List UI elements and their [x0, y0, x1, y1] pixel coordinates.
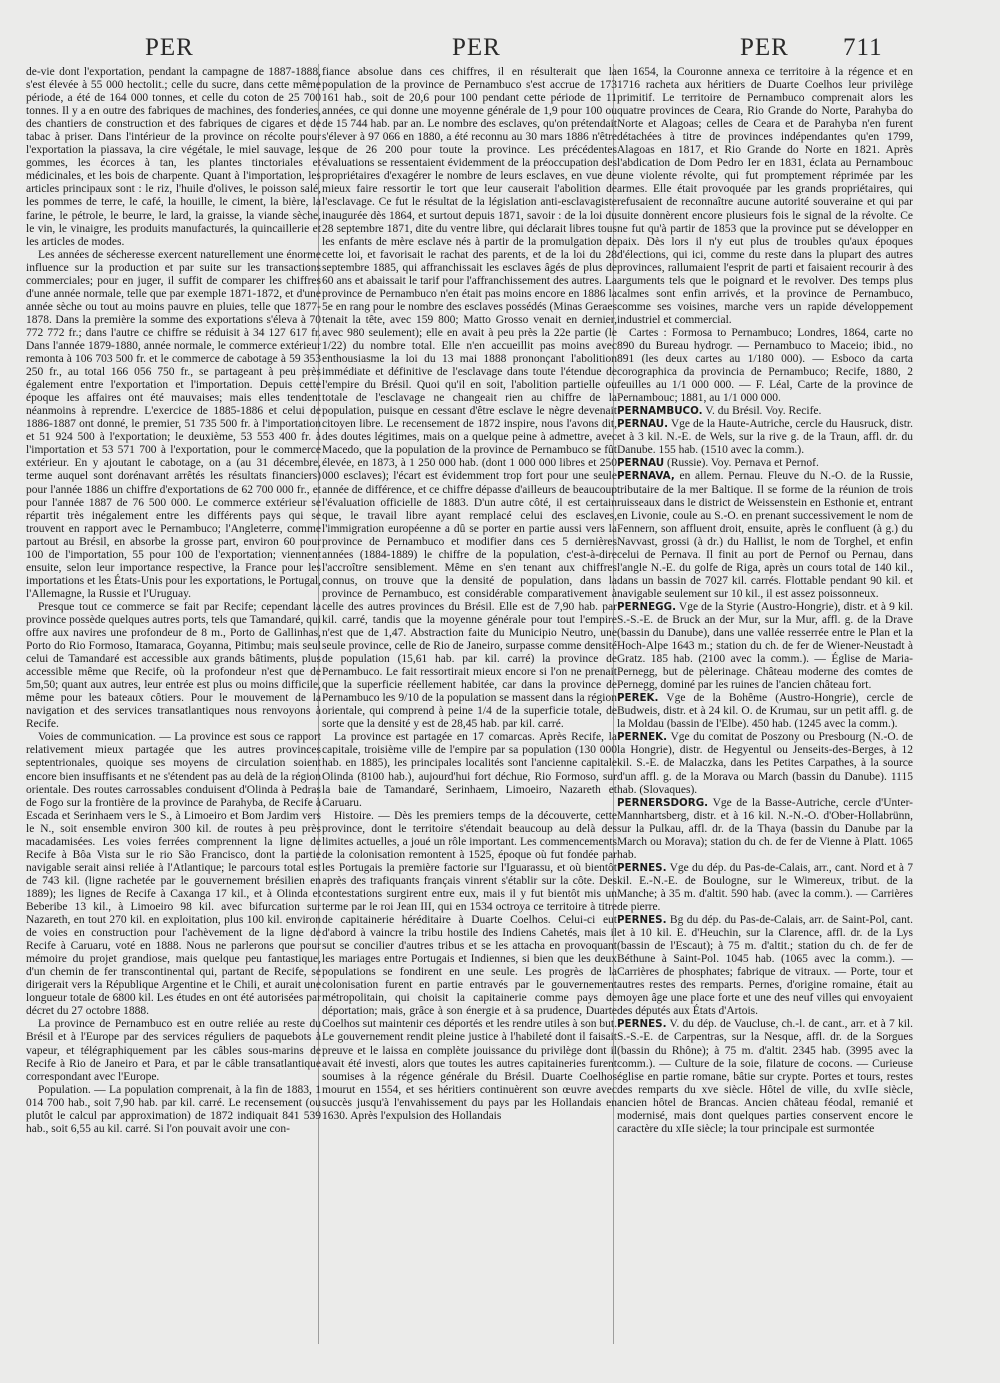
running-head-center: PER: [452, 34, 501, 61]
paragraph-text: Vge de la Haute-Autriche, cercle du Hausruck, distr. et à 3 kil. N.-E. de Wels, sur la rive g. de la Traun, affl. dr. du Danube. 155 hab. (1510 avec la comm.).: [617, 418, 913, 457]
text-column-2: [322, 66, 617, 1356]
paragraph-text: Histoire. — Dès les premiers temps de la découverte, cette province, dont le territoire s'étendait beaucoup au delà des limites actuelles, a joué un rôle important. Les commencements de la colonisation remontent à 1525, époque où fut fondée par les Portugais la première factorie sur l'Iguarassu, et où bientôt après des trafiquants français vinrent s'établir sur la côte. Des contestations surgirent entre eux, mais il y fut bientôt mis un terme par le roi Jean III, qui en 1534 octroya ce territoire à titre de capitainerie héréditaire à Duarte Coelhos. Celui-ci eut d'abord à vaincre la tribu hostile des Indiens Cahetés, mais il sut se concilier d'autres tribus et se les attacha en provoquant les mariages entre Portugais et Indiennes, si bien que les deux populations se fondirent en une seule. Les progrès de la colonisation furent en partie entravés par le gouvernement métropolitain, qui choisit la capitainerie comme pays de déportation; mais, grâce à son énergie et à sa prudence, Duarte Coelhos sut maintenir ces déportés et les rendre utiles à son but. Le gouvernement rendit pleine justice à l'habileté dont il faisait preuve et le laissa en complète jouissance du privilège dont il avait été investi, alors que toutes les autres capitaineries furent soumises à la régence générale du Brésil. Duarte Coelhos mourut en 1554, et ses héritiers continuèrent son œuvre avec succès jusqu'à l'envahissement du pays par les Hollandais en 1630. Après l'expulsion des Hollandais: [322, 809, 617, 1122]
entry-headword: PERNAMBUCO.: [617, 405, 703, 418]
paragraph: [26, 1018, 321, 1083]
paragraph-text: fiance absolue dans ces chiffres, il en résulterait que la population de la province de Pernambuco s'est accrue de 173 161 hab., soit de 20,6 pour 100 pendant cette période de 11 années, ce qui donne une moyenne générale de 1,9 pour 100 ou de 15 744 hab. par an. Le nombre des esclaves, qu'on prétendait s'élever à 97 066 en 1880, a été reconnu au 30 mars 1886 n'être que de 26 200 pour toute la province. Les précédentes évaluations se ressentaient évidemment de la préoccupation des propriétaires d'exagérer le nombre de leurs esclaves, en vue de mieux faire ressortir le tort que leur causerait l'abolition de l'esclavage. Ce fut le résultat de la législation anti-esclavagiste inaugurée dès 1864, et surtout depuis 1871, savoir : de la loi du 28 septembre 1871, dite du ventre libre, qui déclarait libres tous les enfants de mère esclave nés à partir de la promulgation de cette loi, et favorisait le rachat des parents, et de la loi du 28 septembre 1885, qui affranchissait les esclaves âgés de plus de 60 ans et abaissait le tarif pour l'affranchissement des autres. La province de Pernambuco n'en était pas moins encore en 1886 la 5e en rang pour le nombre des esclaves possédés (Minas Geraes tenait la tête, avec 159 800; Matto Grosso venait en dernier, avec 980 seulement); elle en avait à peu près la 22e partie (le 1/22) du nombre total. Elle n'en accueillit pas moins avec enthousiasme la loi du 13 mai 1888 prononçant l'abolition immédiate et définitive de l'esclavage dans toute l'étendue de l'empire du Brésil. Quoi qu'il en soit, l'abolition partielle ou totale de l'esclavage ne changeait rien au chiffre de la population, puisque en cessant d'être esclave le nègre devenait citoyen libre. Le recensement de 1872 inspire, nous l'avons dit, des doutes légitimes, mais on a quelque peine à admettre, avec Macedo, que la population de la province de Pernambuco se fût élevée, en 1873, à 1 250 000 hab. (dont 1 000 000 libres et 250 000 esclaves); l'écart est évidemment trop fort pour une seule année de différence, et ce chiffre dépasse d'ailleurs de beaucoup l'évaluation officielle de 1883. D'un autre côté, il est certain que, le travail libre ayant remplacé celui des esclaves, l'immigration européenne a dû se porter en partie aussi vers la province de Pernambuco et modifier dans ces 5 dernières années (1884-1889) le chiffre de la population, c'est-à-dire l'accroître sensiblement. Même en s'en tenant aux chiffres connus, on trouve que la densité de population, dans la province de Pernambuco, est considérable comparativement à celle des autres provinces du Brésil. Elle est de 7,90 hab. par kil. carré, tandis que la moyenne générale pour tout l'empire n'est que de 1,47. Abstraction faite du Municipio Neutro, une seule province, celle de Rio de Janeiro, surpasse comme densité de population (15,61 hab. par kil. carré) la province de Pernambuco. Le fait ressortirait mieux encore si l'on ne prenait que la superficie réellement habitée, car dans la province de Pernambuco les 9/10 de la population se massent dans la région orientale, qui comprend à peine 1/4 de la superficie totale, de sorte que la densité y est de 28,45 hab. par kil. carré.: [322, 66, 617, 731]
paragraph-text: Vge de la Styrie (Austro-Hongrie), distr. et à 9 kil. S.-S.-E. de Bruck an der Mur, sur la Mur, affl. g. de la Drave (bassin du Danube), dans une vallée resserrée entre le Plan et la Hoch-Alpe 1643 m.; station du ch. de fer de Wiener-Neustadt à Gratz. 185 hab. (2100 avec la comm.). — Église de Maria-Pernegg, but de pèlerinage. Château moderne des comtes de Pernegg, dominé par les ruines de l'ancien château fort.: [617, 600, 913, 692]
entry-headword: PERNAVA,: [617, 470, 675, 483]
paragraph-text: Vge du comitat de Poszony ou Presbourg (N.-O. de la Hongrie), distr. de Hegyentul ou Jenseits-des-Berges, à 12 kil. S.-E. de Malaczka, dans les Petites Carpathes, à la source d'un affl. g. de la Morava ou March (bassin du Danube). 1115 hab. (Slovaques).: [617, 731, 913, 796]
paragraph: [26, 731, 321, 1018]
paragraph-text: Les années de sécheresse exercent naturellement une énorme influence sur la production et par suite sur les transactions commerciales; pour en juger, il suffit de comparer les chiffres d'une année normale, telle que par exemple 1871-1872, et d'une année sèche ou tout au moins pauvre en pluies, telle que 1877-1878. Dans la première la somme des exportations s'éleva à 70 772 772 fr.; dans l'autre ce chiffre se réduisit à 34 127 617 fr. Dans l'année 1879-1880, année normale, le commerce extérieur remonta à 106 703 500 fr. et le commerce de cabotage à 59 353 250 fr., au total 166 056 750 fr., se partageant à peu près également entre l'exportation et l'importation. Depuis cette époque les affaires ont été mauvaises; mais elles tendent néanmoins à reprendre. L'exercice de 1885-1886 et celui de 1886-1887 ont donné, le premier, 51 735 500 fr. à l'importation et 51 924 500 à l'exportation; le deuxième, 53 553 400 fr. à l'importation et 53 571 700 à l'exportation, pour le commerce extérieur. En y ajoutant le cabotage, on a (au 31 décembre, terme auquel sont dorénavant arrêtés les résultats financiers) pour l'année 1886 un chiffre d'exportations de 62 700 000 fr., et pour l'année 1887 de 76 500 000. Le commerce extérieur se répartit très inégalement entre les différents pays qui se trouvent en rapport avec le Pernambuco; l'Angleterre, comme partout au Brésil, en absorbe la grosse part, environ 60 pour 100 de l'importation, 55 pour 100 de l'exportation; viennent ensuite, selon leur importance respective, la France pour les importations et les États-Unis pour les exportations, le Portugal, l'Allemagne, la Russie et l'Uruguay.: [26, 248, 321, 600]
paragraph: [26, 249, 321, 601]
paragraph-text: Presque tout ce commerce se fait par Recife; cependant la province possède quelques autres ports, tels que Tamandaré, qui offre aux navires une profondeur de 8 m., Porto de Gallinhas, Porto do Rio Formoso, Itamaraca, Goyanna, Pitimbu; mais seul celui de Tamandaré est accessible aux grands bâtiments, plus accessible même que Recife, où la profondeur n'est que de 5m,50; quant aux autres, leur entrée est plus ou moins difficile, même pour les bateaux côtiers. Pour le mouvement de la navigation et des services transatlantiques nous renvoyons à Recife.: [26, 600, 321, 731]
entry-headword: PERNAU: [617, 457, 665, 470]
paragraph-text: Vge du dép. du Pas-de-Calais, arr., cant. Nord et à 7 kil. E.-N.-E. de Boulogne, sur le Wimereux, tribut. de la Manche; à 35 m. d'altit. 590 hab. (avec la comm.). — Carrières de pierre.: [617, 861, 913, 913]
entry-headword: PEREK.: [617, 692, 659, 705]
paragraph-text: en 1654, la Couronne annexa ce territoire à la régence et en 1716 racheta aux héritiers de Duarte Coelhos leur privilège primitif. Le territoire de Pernambuco comprenait alors les quatre provinces de Ceara, Rio Grande do Norte, Parahyba do Norte et Alagoas; celles de Ceara et de Parahyba n'en furent détachées à titre de provinces indépendantes qu'en 1799, Alagoas en 1817, et Rio Grande do Norte en 1821. Après l'abdication de Dom Pedro Ier en 1831, éclata au Pernambouc une violente révolte, qui fut promptement réprimée par les armes. Elle était provoquée par les grands propriétaires, qui refusaient de reconnaître aucune autorité souveraine et qui par suite donnèrent encore plusieurs fois le signal de la révolte. Ce ne fut qu'à partir de 1853 que la province put se développer en paix. Dès lors il n'y eut plus de troubles qu'aux époques d'élections, qui ici, comme du reste dans la plupart des autres provinces, rallumaient l'esprit de parti et faisaient recourir à des arguments tels que le poignard et le revolver. Des temps plus calmes sont enfin arrivés, et la province de Pernambuco, comme ses voisines, marche vers un rapide développement industriel et commercial.: [617, 66, 913, 326]
dictionary-entry: [617, 797, 913, 862]
running-head-right: PER: [740, 34, 789, 61]
entry-headword: PERNAU.: [617, 418, 669, 431]
paragraph-text: V. du dép. de Vaucluse, ch.-l. de cant., arr. et à 7 kil. S.-S.-E. de Carpentras, sur la Nesque, affl. dr. de la Sorgues (bassin du Rhône); à 75 m. d'altit. 2345 hab. (3995 avec la comm.). — Culture de la soie, filature de cocons. — Curieuse église en partie romane, bâtie sur crypte. Portes et tours, restes des remparts du xve siècle. Hôtel de ville, du xvIIe siècle, ancien hôtel de Brancas. Ancien château féodal, remanié et modernisé, mais dont quelques parties conservent encore le caractère du xIIe siècle; la tour principale est surmontée: [617, 1018, 913, 1135]
paragraph-text: Bg du dép. du Pas-de-Calais, arr. de Saint-Pol, cant. et à 10 kil. E. d'Heuchin, sur la Clarence, affl. dr. de la Lys (bassin de l'Escaut); à 75 m. d'altit.; station du ch. de fer de Béthune à Saint-Pol. 1045 hab. (1065 avec la comm.). — Carrières de phosphates; fabrique de vitraux. — Porte, tour et autres restes des remparts. Pernes, d'origine romaine, était au moyen âge une place forte et une des neuf villes qui envoyaient des députés aux États d'Artois.: [617, 914, 913, 1018]
paragraph-text: Vge de la Basse-Autriche, cercle d'Unter-Mannhartsberg, distr. et à 16 kil. N.-N.-O. d'Ober-Hollabrünn, sur la Pulkau, affl. dr. de la Thaya (bassin du Danube par la March ou Morava); station du ch. de fer de Vienne à Platt. 1065 hab.: [617, 796, 913, 861]
entry-headword: PERNES.: [617, 914, 667, 927]
paragraph-text: V. du Brésil. Voy. Recife.: [702, 405, 822, 418]
paragraph: [617, 327, 913, 405]
paragraph-text: La province de Pernambuco est en outre reliée au reste du Brésil et à l'Europe par des services réguliers de paquebots à vapeur, et télégraphiquement par les câbles sous-marins de Recife à Rio de Janeiro et Para, et par le câble transatlantique correspondant avec l'Europe.: [26, 1018, 321, 1083]
text-column-3: [617, 66, 913, 1356]
dictionary-entry: [617, 457, 913, 470]
paragraph: [322, 810, 617, 1123]
paragraph: [617, 66, 913, 327]
dictionary-entry: [617, 914, 913, 1018]
entry-headword: PERNES.: [617, 861, 667, 874]
paragraph-text: Population. — La population comprenait, à la fin de 1883, 1 014 700 hab., soit 7,90 hab. par kil. carré. Le recensement (ou plutôt le calcul par approximation) de 1872 indiquait 841 539 hab., soit 6,55 au kil. carré. Si l'on pouvait avoir une con-: [26, 1083, 321, 1135]
dictionary-entry: [617, 1018, 913, 1135]
paragraph: [26, 601, 321, 731]
paragraph-text: La province est partagée en 17 comarcas. Après Recife, la capitale, troisième ville de l'empire par sa population (130 000 hab. en 1885), les principales localités sont l'ancienne capitale Olinda (8100 hab.), aujourd'hui fort déchue, Rio Formoso, sur la baie de Tamandaré, Serinhaem, Limoeiro, Nazareth et Caruaru.: [322, 731, 617, 809]
paragraph: [26, 66, 321, 249]
paragraph-text: (Russie). Voy. Pernava et Pernof.: [664, 457, 819, 470]
dictionary-entry: [617, 470, 913, 600]
dictionary-entry: [617, 601, 913, 692]
running-head-left: PER: [145, 34, 194, 61]
paragraph-text: Vge de la Bohême (Austro-Hongrie), cercle de Budweis, distr. et à 24 kil. O. de Krumau, sur un petit affl. g. de la Moldau (bassin de l'Elbe). 450 hab. (1245 avec la comm.).: [617, 692, 913, 731]
entry-headword: PERNEGG.: [617, 600, 676, 613]
entry-headword: PERNEK.: [617, 731, 668, 744]
text-column-1: [26, 66, 321, 1356]
paragraph-text: de-vie dont l'exportation, pendant la campagne de 1887-1888, s'est élevée à 55 000 hectolit.; celle du sucre, dans cette même période, a été de 164 000 tonnes, et celle du coton de 25 700 tonnes. Il y a en outre des fabriques de machines, des fonderies, des chantiers de construction et des fabriques de cigares et de tabac à priser. Dans l'intérieur de la province on récolte pour l'exportation la piassava, la cire végétale, le miel sauvage, les gommes, les écorces à tan, les plantes tinctoriales et médicinales, et les bois de charpente. Quant à l'importation, les articles principaux sont : le riz, l'huile d'olives, le poisson salé, les pommes de terre, le café, la houille, le ciment, la bière, la farine, le pétrole, le beurre, le lard, la graisse, la viande sèche, le vin, le vinaigre, les produits manufacturés, la quincaillerie et les articles de modes.: [26, 66, 321, 248]
paragraph: [322, 66, 617, 731]
paragraph: [26, 1084, 321, 1136]
entry-headword: PERNERSDORG.: [617, 796, 709, 809]
dictionary-entry: [617, 418, 913, 457]
entry-headword: PERNES.: [617, 1018, 667, 1031]
dictionary-entry: [617, 731, 913, 796]
dictionary-entry: [617, 692, 913, 731]
dictionary-entry: [617, 862, 913, 914]
paragraph-text: Cartes : Formosa to Pernambuco; Londres, 1864, carte no 890 du Bureau hydrogr. — Pernambuco to Maceio; ibid., no 891 (les deux cartes au 1/180 000). — Esboco da carta corographica da provincia de Pernambuco; Recife, 1880, 2 feuilles au 1/1 000 000. — F. Léal, Carte de la province de Pernambouc; 1881, au 1/1 000 000.: [617, 326, 913, 405]
paragraph: [322, 731, 617, 809]
dictionary-entry: [617, 405, 913, 418]
paragraph-text: Voies de communication. — La province est sous ce rapport relativement mieux partagée que les autres provinces septentrionales, quoique ses moyens de circulation soient encore bien insuffisants et ne s'étendent pas au delà de la région orientale. Des routes carrossables conduisent d'Olinda à Pedras de Fogo sur la frontière de la province de Parahyba, de Recife à Escada et Serinhaem vers le S., à Limoeiro et Bom Jardim vers le N., soit ensemble environ 300 kil. de routes à peu près macadamisées. Les voies ferrées comprennent la ligne de Recife à Bôa Vista sur le rio São Francisco, dont la partie navigable serait ainsi reliée à l'Atlantique; le parcours total est de 743 kil. (ligne rachetée par le gouvernement brésilien en 1889); les lignes de Recife à Caxanga 17 kil., et à Olinda et Beberibe 13 kil., à Limoeiro 98 kil. avec bifurcation sur Nazareth, en tout 270 kil. en exploitation, plus 100 kil. environ de voies en construction pour l'achèvement de la ligne de Recife à Caruaru, voté en 1888. Nous ne parlerons que pour mémoire du projet grandiose, mais quelque peu fantastique, d'un chemin de fer transcontinental qui, partant de Recife, se dirigerait vers la République Argentine et le Chili, et aurait une longueur totale de 6800 kil. Les études en ont été autorisées par décret du 27 octobre 1888.: [26, 731, 321, 1018]
paragraph-text: en allem. Pernau. Fleuve du N.-O. de la Russie, tributaire de la mer Baltique. Il se forme de la réunion de trois ruisseaux dans le district de Weissenstein en Esthonie et, entrant en Livonie, coule au S.-O. en prenant successivement le nom de Fennern, son affluent droit, ensuite, après le confluent (à g.) du Navvast, grossi (à dr.) du Hallist, le nom de Torghel, et enfin celui de Pernava. Il finit au port de Pernof ou Pernau, dans l'angle N.-E. du golfe de Riga, après un cours total de 140 kil., dans un bassin de 7027 kil. carrés. Flottable pendant 90 kil. et navigable seulement sur 10 kil., il est assez poissonneux.: [617, 470, 913, 600]
page-number: 711: [843, 34, 883, 61]
